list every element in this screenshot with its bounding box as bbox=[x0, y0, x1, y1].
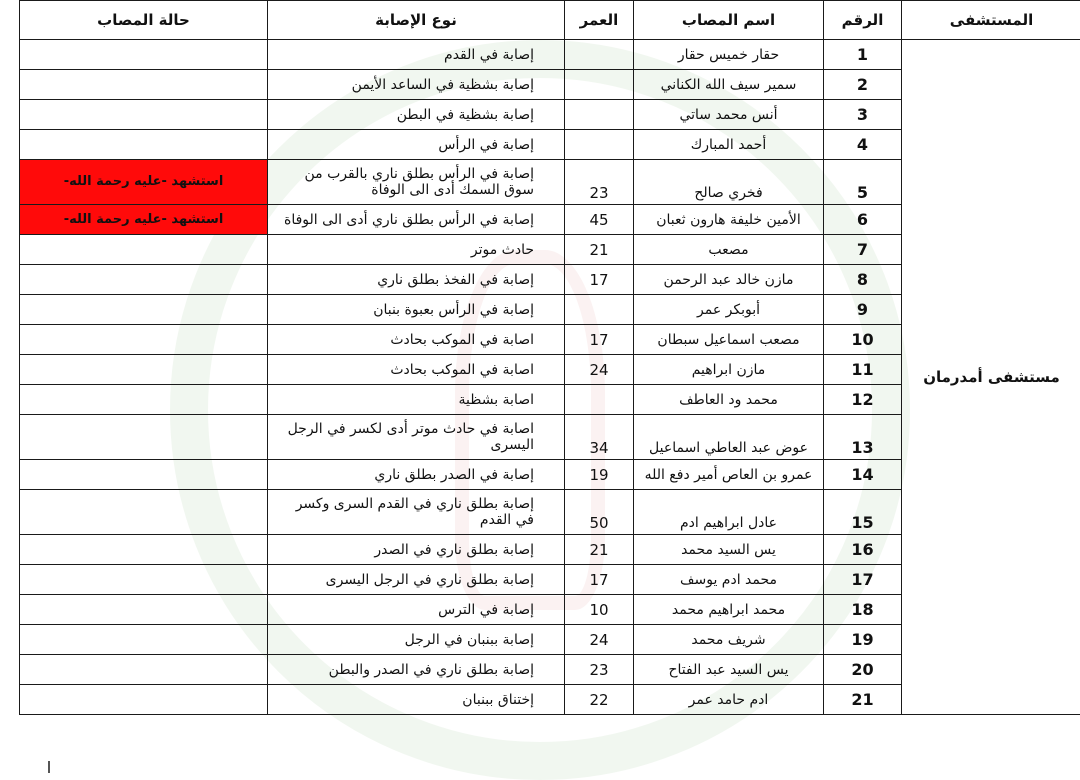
row-number-cell: 16 bbox=[824, 535, 902, 565]
patient-name-cell: مصعب bbox=[634, 235, 824, 265]
row-number-cell: 17 bbox=[824, 565, 902, 595]
row-number-cell: 5 bbox=[824, 160, 902, 205]
injury-type-cell: إصابة بطلق ناري في الصدر bbox=[268, 535, 565, 565]
age-cell: 17 bbox=[565, 265, 634, 295]
patient-name-cell: أنس محمد ساتي bbox=[634, 100, 824, 130]
injury-type-cell: حادث موتر bbox=[268, 235, 565, 265]
age-cell: 24 bbox=[565, 355, 634, 385]
age-cell: 23 bbox=[565, 655, 634, 685]
age-cell bbox=[565, 100, 634, 130]
injury-type-cell: إصابة بشظية في البطن bbox=[268, 100, 565, 130]
patient-status-cell bbox=[20, 595, 268, 625]
header-hospital: المستشفى bbox=[902, 1, 1080, 40]
age-cell bbox=[565, 130, 634, 160]
header-age: العمر bbox=[565, 1, 634, 40]
age-cell bbox=[565, 70, 634, 100]
patient-status-cell bbox=[20, 325, 268, 355]
age-cell: 10 bbox=[565, 595, 634, 625]
header-status: حالة المصاب bbox=[20, 1, 268, 40]
row-number-cell: 20 bbox=[824, 655, 902, 685]
patient-status-cell bbox=[20, 130, 268, 160]
patient-status-cell bbox=[20, 70, 268, 100]
patient-status-cell bbox=[20, 655, 268, 685]
age-cell: 17 bbox=[565, 565, 634, 595]
injury-type-cell: إصابة بطلق ناري في الرجل اليسرى bbox=[268, 565, 565, 595]
injury-type-cell: اصابة في حادث موتر أدى لكسر في الرجل اليسرى bbox=[268, 415, 565, 460]
patient-name-cell: أبوبكر عمر bbox=[634, 295, 824, 325]
patient-name-cell: شريف محمد bbox=[634, 625, 824, 655]
row-number-cell: 15 bbox=[824, 490, 902, 535]
injury-type-cell: إصابة في الترس bbox=[268, 595, 565, 625]
age-cell: 19 bbox=[565, 460, 634, 490]
patient-status-cell bbox=[20, 295, 268, 325]
age-cell: 23 bbox=[565, 160, 634, 205]
patient-name-cell: محمد ادم يوسف bbox=[634, 565, 824, 595]
injury-type-cell: إصابة في الرأس بعبوة بنبان bbox=[268, 295, 565, 325]
table-header-row bbox=[20, 1, 1080, 40]
patient-name-cell: مصعب اسماعيل سبطان bbox=[634, 325, 824, 355]
row-number-cell: 13 bbox=[824, 415, 902, 460]
row-number-cell: 3 bbox=[824, 100, 902, 130]
injury-type-cell: إصابة ببنبان في الرجل bbox=[268, 625, 565, 655]
patient-name-cell: أحمد المبارك bbox=[634, 130, 824, 160]
patient-name-cell: يس السيد عبد الفتاح bbox=[634, 655, 824, 685]
row-number-cell: 4 bbox=[824, 130, 902, 160]
injury-type-cell: اصابة في الموكب بحادث bbox=[268, 355, 565, 385]
patient-name-cell: عمرو بن العاص أمير دفع الله bbox=[634, 460, 824, 490]
table-row bbox=[20, 40, 1080, 70]
age-cell: 34 bbox=[565, 415, 634, 460]
patient-status-cell bbox=[20, 100, 268, 130]
patient-name-cell: ادم حامد عمر bbox=[634, 685, 824, 715]
patient-name-cell: مازن خالد عبد الرحمن bbox=[634, 265, 824, 295]
hospital-name-cell: مستشفى أمدرمان bbox=[902, 40, 1080, 715]
row-number-cell: 14 bbox=[824, 460, 902, 490]
row-number-cell: 8 bbox=[824, 265, 902, 295]
row-number-cell: 6 bbox=[824, 205, 902, 235]
row-number-cell: 19 bbox=[824, 625, 902, 655]
row-number-cell: 21 bbox=[824, 685, 902, 715]
patient-status-cell bbox=[20, 355, 268, 385]
age-cell: 17 bbox=[565, 325, 634, 355]
injury-type-cell: إصابة في الرأس بطلق ناري بالقرب من سوق السمك أدى الى الوفاة bbox=[268, 160, 565, 205]
patient-name-cell: عادل ابراهيم ادم bbox=[634, 490, 824, 535]
patient-status-cell bbox=[20, 490, 268, 535]
row-number-cell: 7 bbox=[824, 235, 902, 265]
header-name: اسم المصاب bbox=[634, 1, 824, 40]
injury-type-cell: إصابة في الفخذ بطلق ناري bbox=[268, 265, 565, 295]
row-number-cell: 10 bbox=[824, 325, 902, 355]
patient-status-cell bbox=[20, 265, 268, 295]
injury-type-cell: إصابة في الرأس بطلق ناري أدى الى الوفاة bbox=[268, 205, 565, 235]
patient-status-cell bbox=[20, 415, 268, 460]
patient-status-cell bbox=[20, 685, 268, 715]
row-number-cell: 9 bbox=[824, 295, 902, 325]
injury-type-cell: إصابة في الرأس bbox=[268, 130, 565, 160]
patient-status-cell bbox=[20, 235, 268, 265]
patient-name-cell: عوض عبد العاطي اسماعيل bbox=[634, 415, 824, 460]
patient-status-cell bbox=[20, 460, 268, 490]
patient-name-cell: حقار خميس حقار bbox=[634, 40, 824, 70]
patient-name-cell: مازن ابراهيم bbox=[634, 355, 824, 385]
injury-type-cell: اصابة بشظية bbox=[268, 385, 565, 415]
patient-status-cell: استشهد -عليه رحمة الله- bbox=[20, 205, 268, 235]
patient-status-cell: استشهد -عليه رحمة الله- bbox=[20, 160, 268, 205]
patient-status-cell bbox=[20, 385, 268, 415]
injuries-table bbox=[19, 0, 1080, 715]
row-number-cell: 1 bbox=[824, 40, 902, 70]
injury-type-cell: إصابة في الصدر بطلق ناري bbox=[268, 460, 565, 490]
header-number: الرقم bbox=[824, 1, 902, 40]
age-cell: 50 bbox=[565, 490, 634, 535]
age-cell: 22 bbox=[565, 685, 634, 715]
age-cell: 24 bbox=[565, 625, 634, 655]
injury-type-cell: إصابة بشظية في الساعد الأيمن bbox=[268, 70, 565, 100]
row-number-cell: 12 bbox=[824, 385, 902, 415]
age-cell bbox=[565, 40, 634, 70]
patient-name-cell: محمد ابراهيم محمد bbox=[634, 595, 824, 625]
age-cell bbox=[565, 295, 634, 325]
patient-status-cell bbox=[20, 625, 268, 655]
patient-status-cell bbox=[20, 565, 268, 595]
injury-type-cell: إختناق ببنبان bbox=[268, 685, 565, 715]
row-number-cell: 18 bbox=[824, 595, 902, 625]
injury-type-cell: إصابة في القدم bbox=[268, 40, 565, 70]
row-number-cell: 11 bbox=[824, 355, 902, 385]
row-number-cell: 2 bbox=[824, 70, 902, 100]
injury-type-cell: اصابة في الموكب بحادث bbox=[268, 325, 565, 355]
age-cell: 45 bbox=[565, 205, 634, 235]
age-cell bbox=[565, 385, 634, 415]
age-cell: 21 bbox=[565, 235, 634, 265]
patient-name-cell: فخري صالح bbox=[634, 160, 824, 205]
patient-name-cell: الأمين خليفة هارون ثعبان bbox=[634, 205, 824, 235]
injury-type-cell: إصابة بطلق ناري في القدم السرى وكسر في القدم bbox=[268, 490, 565, 535]
page-edge-mark bbox=[48, 761, 50, 773]
header-injury: نوع الإصابة bbox=[268, 1, 565, 40]
age-cell: 21 bbox=[565, 535, 634, 565]
patient-name-cell: يس السيد محمد bbox=[634, 535, 824, 565]
patient-status-cell bbox=[20, 40, 268, 70]
patient-name-cell: محمد ود العاطف bbox=[634, 385, 824, 415]
patient-name-cell: سمير سيف الله الكناني bbox=[634, 70, 824, 100]
injury-type-cell: إصابة بطلق ناري في الصدر والبطن bbox=[268, 655, 565, 685]
patient-status-cell bbox=[20, 535, 268, 565]
